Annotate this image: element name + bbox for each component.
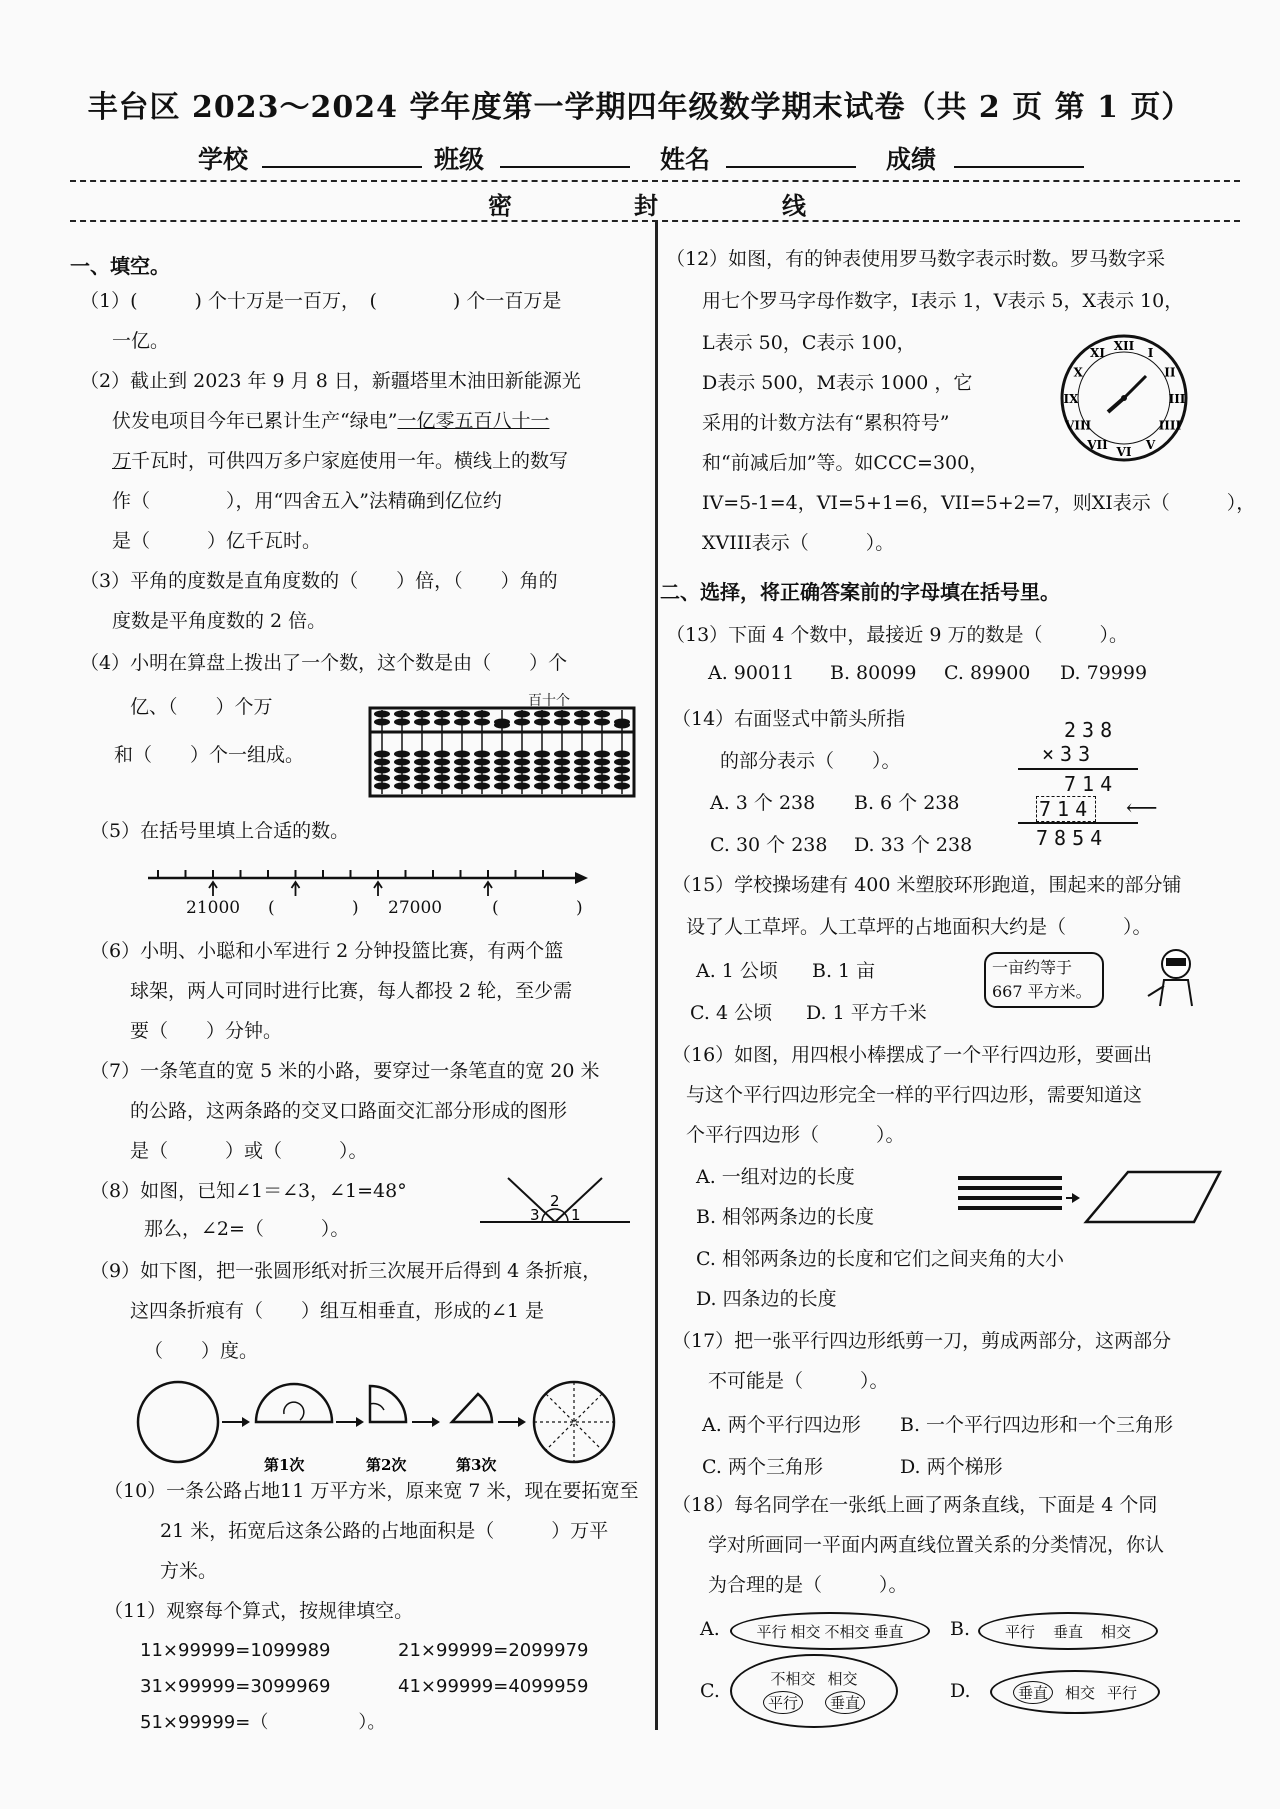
q13-option-a[interactable]: A. 90011	[708, 662, 795, 684]
q4-line3: 和（ ）个一组成。	[114, 744, 305, 766]
clock-numeral: III	[1168, 392, 1186, 406]
fold-label-1: 第1次	[264, 1456, 305, 1474]
abacus-bead	[494, 783, 510, 790]
sticks-parallelogram-figure	[958, 1166, 1228, 1226]
q9-line1: （9）如下图，把一张圆形纸对折三次展开后得到 4 条折痕，	[90, 1260, 602, 1282]
abacus-bead	[494, 767, 510, 774]
abacus-bead	[394, 711, 410, 718]
q18-a-item-1: 平行	[756, 1622, 787, 1641]
q16-option-c[interactable]: C. 相邻两条边的长度和它们之间夹角的大小	[696, 1248, 1064, 1270]
q12-line4: D表示 500，M表示 1000 ，它	[702, 372, 973, 394]
left-arrow-icon: ⟵	[1126, 796, 1158, 821]
name-label: 姓名	[660, 145, 711, 174]
q18-b-item-3: 相交	[1101, 1622, 1132, 1641]
angle-label-2: 2	[550, 1192, 560, 1210]
q18-option-c-letter[interactable]: C.	[700, 1680, 720, 1702]
numberline-label-2: (	[268, 898, 275, 918]
calc-rule-2	[1018, 822, 1138, 824]
abacus-bead	[514, 783, 530, 790]
bubble-line-2: 667 平方米。	[992, 982, 1092, 1001]
abacus-bead	[474, 751, 490, 758]
abacus-bead	[374, 775, 390, 782]
q12-line2: 用七个罗马字母作数字，I表示 1，V表示 5，X表示 10，	[702, 290, 1184, 312]
q17-option-c[interactable]: C. 两个三角形	[702, 1456, 823, 1478]
name-field[interactable]	[726, 142, 856, 168]
abacus-bead	[374, 751, 390, 758]
q18-b-item-2: 垂直	[1052, 1622, 1083, 1641]
up-arrow-icon	[374, 882, 382, 896]
q12-line7: IV=5-1=4，VI=5+1=6，VII=5+2=7，则XI表示（ ），	[702, 492, 1256, 514]
class-label: 班级	[434, 145, 485, 174]
abacus-bead	[514, 719, 530, 726]
q18-c-item-1: 不相交	[770, 1670, 816, 1688]
q1-line1: （1）( ) 个十万是一百万， ( ) 个一百万是	[80, 290, 562, 312]
q18-option-a-oval[interactable]	[730, 1612, 930, 1650]
q2-line5: 是（ ）亿千瓦时。	[112, 530, 322, 552]
q16-option-d[interactable]: D. 四条边的长度	[696, 1288, 837, 1310]
seal-char-3: 线	[782, 191, 806, 220]
abacus-bead	[434, 751, 450, 758]
folding-figure	[130, 1370, 630, 1480]
abacus-bead	[594, 775, 610, 782]
class-field[interactable]	[500, 142, 630, 168]
q2-line1: （2）截止到 2023 年 9 月 8 日，新疆塔里木油田新能源光	[80, 370, 581, 392]
abacus-bead	[414, 783, 430, 790]
abacus-bead	[554, 775, 570, 782]
q18-option-c-oval[interactable]	[730, 1654, 898, 1728]
abacus-bead	[374, 759, 390, 766]
q15-option-a[interactable]: A. 1 公顷	[696, 960, 778, 982]
abacus-bead	[534, 751, 550, 758]
abacus-label: 百十个	[528, 693, 570, 709]
numberline-label-4: 27000	[388, 898, 443, 918]
calc-line-1: 238	[1064, 718, 1119, 742]
abacus-bead	[474, 783, 490, 790]
q2-line2: 伏发电项目今年已累计生产“绿电”一亿零五百八十一	[112, 410, 550, 432]
abacus-bead	[454, 783, 470, 790]
abacus-bead	[494, 719, 510, 726]
abacus-bead	[514, 711, 530, 718]
abacus-bead	[454, 719, 470, 726]
calc-line-5: 7854	[1036, 826, 1109, 850]
clock-numeral: II	[1164, 365, 1176, 380]
q4-line1: （4）小明在算盘上拨出了一个数，这个数是由（ ）个	[80, 652, 568, 674]
abacus-bead	[394, 775, 410, 782]
abacus-bead	[574, 719, 590, 726]
abacus-bead	[414, 775, 430, 782]
abacus-bead	[614, 775, 630, 782]
q13-option-c[interactable]: C. 89900	[944, 662, 1031, 684]
abacus-bead	[514, 759, 530, 766]
abacus-bead	[554, 711, 570, 718]
abacus-bead	[574, 783, 590, 790]
up-arrow-icon	[292, 882, 300, 896]
q18-d-item-1: 垂直	[1013, 1681, 1053, 1704]
abacus-bead	[434, 783, 450, 790]
q18-b-item-1: 平行	[1004, 1622, 1035, 1641]
abacus-bead	[414, 711, 430, 718]
abacus-bead	[554, 719, 570, 726]
q14-line2: 的部分表示（ ）。	[720, 750, 901, 772]
q18-line3: 为合理的是（ ）。	[708, 1574, 908, 1596]
clock-numeral: XI	[1090, 346, 1105, 361]
equation-4: 41×99999=4099959	[398, 1676, 589, 1697]
clock-numeral: V	[1145, 437, 1156, 452]
q17-line1: （17）把一张平行四边形纸剪一刀，剪成两部分，这两部分	[672, 1330, 1172, 1352]
abacus-bead	[594, 751, 610, 758]
numberline-label-1: 21000	[186, 898, 241, 918]
angle-label-1: 1	[571, 1206, 581, 1224]
clock-numeral: VII	[1087, 437, 1108, 452]
clock-numeral: IIII	[1158, 418, 1182, 433]
abacus-bead	[494, 759, 510, 766]
q2-line3: 万千瓦时，可供四万多户家庭使用一年。横线上的数写	[112, 450, 569, 472]
section1-heading: 一、填空。	[70, 254, 170, 278]
abacus-bead	[434, 775, 450, 782]
q16-line2: 与这个平行四边形完全一样的平行四边形，需要知道这	[686, 1084, 1143, 1106]
abacus-bead	[434, 719, 450, 726]
q7-line3: 是（ ）或（ ）。	[130, 1140, 368, 1162]
abacus-bead	[534, 711, 550, 718]
abacus-bead	[594, 711, 610, 718]
abacus-figure	[368, 706, 636, 798]
calc-line-3: 714	[1064, 772, 1119, 796]
q12-line5: 采用的计数方法有“累积符号”	[702, 412, 950, 434]
q18-line1: （18）每名同学在一张纸上画了两条直线，下面是 4 个同	[672, 1494, 1158, 1516]
q4-line2: 亿、（ ）个万	[130, 696, 273, 718]
bubble-line-1: 一亩约等于	[992, 958, 1073, 977]
abacus-bead	[394, 751, 410, 758]
q14-option-c[interactable]: C. 30 个 238	[710, 834, 828, 856]
abacus-bead	[394, 783, 410, 790]
q18-c-item-3: 平行	[763, 1691, 803, 1714]
calc-rule-1	[1018, 768, 1138, 770]
abacus-bead	[594, 783, 610, 790]
q12-line1: （12）如图，有的钟表使用罗马数字表示时数。罗马数字采	[666, 248, 1166, 270]
q15-line1: （15）学校操场建有 400 米塑胶环形跑道，围起来的部分铺	[672, 874, 1182, 896]
abacus-bead	[474, 767, 490, 774]
q2-line4: 作（ ），用“四舍五入”法精确到亿位约	[112, 490, 502, 512]
q10-line2: 21 米，拓宽后这条公路的占地面积是（ ）万平	[160, 1520, 609, 1542]
school-field[interactable]	[262, 142, 422, 168]
abacus-bead	[554, 767, 570, 774]
score-field[interactable]	[954, 142, 1084, 168]
q15-option-d[interactable]: D. 1 平方千米	[806, 1002, 927, 1024]
page-title: 丰台区 2023～2024 学年度第一学期四年级数学期末试卷（共 2 页 第 1 页）	[87, 90, 1193, 125]
abacus-bead	[534, 767, 550, 774]
calc-line-2: ×33	[1042, 742, 1097, 766]
abacus-bead	[494, 751, 510, 758]
abacus-bead	[474, 719, 490, 726]
q3-line1: （3）平角的度数是直角度数的（ ）倍，（ ）角的	[80, 570, 558, 592]
seal-char-1: 密	[488, 191, 512, 220]
roman-clock	[1058, 332, 1190, 464]
abacus-bead	[514, 775, 530, 782]
numberline-label-3: )	[352, 898, 359, 918]
abacus-bead	[474, 711, 490, 718]
abacus-bead	[394, 719, 410, 726]
q18-c-item-2: 相交	[827, 1670, 858, 1688]
q5-text: （5）在括号里填上合适的数。	[90, 820, 350, 842]
q14-line1: （14）右面竖式中箭头所指	[672, 708, 906, 730]
q14-option-b[interactable]: B. 6 个 238	[854, 792, 960, 814]
clock-numeral: IX	[1063, 392, 1079, 406]
q15-line2: 设了人工草坪。人工草坪的占地面积大约是（ ）。	[686, 916, 1152, 938]
seal-char-2: 封	[634, 191, 658, 220]
q6-line1: （6）小明、小聪和小军进行 2 分钟投篮比赛，有两个篮	[90, 940, 564, 962]
q16-line1: （16）如图，用四根小棒摆成了一个平行四边形，要画出	[672, 1044, 1153, 1066]
abacus-bead	[414, 759, 430, 766]
abacus-bead	[594, 719, 610, 726]
clock-numeral: X	[1073, 365, 1083, 380]
abacus-bead	[414, 751, 430, 758]
score-label: 成绩	[886, 145, 937, 174]
abacus-bead	[434, 759, 450, 766]
q18-a-item-4: 垂直	[873, 1622, 904, 1641]
section2-heading: 二、选择，将正确答案前的字母填在括号里。	[660, 580, 1060, 604]
equation-1: 11×99999=1099989	[140, 1640, 331, 1661]
q13-option-d[interactable]: D. 79999	[1060, 662, 1148, 684]
q8-line1: （8）如图，已知∠1＝∠3，∠1=48°	[90, 1180, 407, 1202]
q15-option-b[interactable]: B. 1 亩	[812, 960, 876, 982]
abacus-bead	[394, 767, 410, 774]
clock-numeral: VI	[1116, 445, 1132, 459]
q12-line6: 和“前减后加”等。如CCC=300，	[702, 452, 989, 474]
abacus-bead	[614, 751, 630, 758]
up-arrow-icon	[484, 882, 492, 896]
q18-c-item-4: 垂直	[825, 1691, 865, 1714]
abacus-bead	[454, 775, 470, 782]
q14-option-a[interactable]: A. 3 个 238	[710, 792, 816, 814]
angle-label-3: 3	[530, 1206, 540, 1224]
q18-a-item-2: 相交	[790, 1622, 821, 1641]
q6-line2: 球架，两人可同时进行比赛，每人都投 2 轮，至少需	[130, 980, 573, 1002]
q18-a-item-3: 不相交	[824, 1622, 870, 1641]
abacus-bead	[614, 719, 630, 726]
numberline-label-5: (	[492, 898, 499, 918]
q13-option-b[interactable]: B. 80099	[830, 662, 917, 684]
school-label: 学校	[198, 145, 249, 174]
q10-line1: （10）一条公路占地11 万平方米，原来宽 7 米，现在要拓宽至	[104, 1480, 639, 1502]
q12-line3: L表示 50，C表示 100，	[702, 332, 916, 354]
seal-line-top	[70, 180, 1240, 182]
abacus-bead	[574, 711, 590, 718]
q3-line2: 度数是平角度数的 2 倍。	[112, 610, 327, 632]
q10-line3: 方米。	[160, 1560, 218, 1582]
abacus-bead	[554, 751, 570, 758]
abacus-bead	[554, 759, 570, 766]
abacus-bead	[394, 759, 410, 766]
q18-d-item-2: 相交	[1064, 1683, 1095, 1702]
q14-option-d[interactable]: D. 33 个 238	[854, 834, 973, 856]
angle-figure	[480, 1170, 630, 1230]
q18-option-b-letter[interactable]: B.	[950, 1618, 971, 1640]
q17-line2: 不可能是（ ）。	[708, 1370, 889, 1392]
abacus-bead	[534, 783, 550, 790]
speech-bubble	[984, 952, 1104, 1008]
q12-line8: XVIII表示（ ）。	[702, 532, 895, 554]
abacus-bead	[414, 767, 430, 774]
q18-option-d-oval[interactable]	[990, 1670, 1160, 1714]
q18-d-item-3: 平行	[1107, 1683, 1138, 1702]
abacus-bead	[494, 775, 510, 782]
q6-line3: 要（ ）分钟。	[130, 1020, 283, 1042]
abacus-bead	[534, 719, 550, 726]
q18-option-b-oval[interactable]	[978, 1612, 1158, 1650]
abacus-bead	[554, 783, 570, 790]
abacus-bead	[474, 759, 490, 766]
q16-line3: 个平行四边形（ ）。	[686, 1124, 905, 1146]
q18-line2: 学对所画同一平面内两直线位置关系的分类情况，你认	[708, 1534, 1165, 1556]
abacus-bead	[534, 775, 550, 782]
abacus-bead	[614, 759, 630, 766]
clock-numeral: XII	[1113, 339, 1135, 353]
calc-line-4-boxed: 714	[1036, 796, 1096, 822]
abacus-bead	[574, 751, 590, 758]
q15-option-c[interactable]: C. 4 公顷	[690, 1002, 773, 1024]
fold-label-2: 第2次	[366, 1456, 407, 1474]
abacus-bead	[574, 775, 590, 782]
column-divider	[655, 220, 658, 1730]
q16-option-b[interactable]: B. 相邻两条边的长度	[696, 1206, 875, 1228]
q18-option-a-letter[interactable]: A.	[700, 1618, 720, 1640]
q9-line2: 这四条折痕有（ ）组互相垂直，形成的∠1 是	[130, 1300, 545, 1322]
abacus-bead	[374, 767, 390, 774]
abacus-bead	[594, 767, 610, 774]
abacus-bead	[454, 751, 470, 758]
q8-line2: 那么，∠2=（ ）。	[144, 1218, 350, 1240]
q18-option-d-letter[interactable]: D.	[950, 1680, 971, 1702]
q13-text: （13）下面 4 个数中，最接近 9 万的数是（ ）。	[666, 624, 1129, 646]
abacus-bead	[514, 767, 530, 774]
q1-line2: 一亿。	[112, 330, 170, 352]
abacus-bead	[574, 767, 590, 774]
abacus-bead	[614, 783, 630, 790]
equation-2: 21×99999=2099979	[398, 1640, 589, 1661]
q17-option-a[interactable]: A. 两个平行四边形	[702, 1414, 861, 1436]
abacus-bead	[454, 767, 470, 774]
abacus-bead	[374, 719, 390, 726]
q16-option-a[interactable]: A. 一组对边的长度	[696, 1166, 855, 1188]
equation-5: 51×99999=（ ）。	[140, 1712, 386, 1733]
abacus-bead	[454, 759, 470, 766]
abacus-bead	[434, 711, 450, 718]
abacus-bead	[374, 783, 390, 790]
q17-option-d[interactable]: D. 两个梯形	[900, 1456, 1003, 1478]
robot-icon	[1142, 946, 1202, 1008]
clock-numeral: VIII	[1065, 418, 1092, 433]
abacus-bead	[614, 767, 630, 774]
q2-underlined-number: 一亿零五百八十一	[397, 410, 550, 432]
abacus-bead	[414, 719, 430, 726]
abacus-bead	[594, 759, 610, 766]
up-arrow-icon	[209, 882, 217, 896]
equation-3: 31×99999=3099969	[140, 1676, 331, 1697]
abacus-bead	[574, 759, 590, 766]
q9-line3: （ ）度。	[144, 1340, 259, 1362]
abacus-bead	[454, 711, 470, 718]
q11-text: （11）观察每个算式，按规律填空。	[104, 1600, 414, 1622]
abacus-bead	[514, 751, 530, 758]
q17-option-b[interactable]: B. 一个平行四边形和一个三角形	[900, 1414, 1174, 1436]
abacus-bead	[374, 711, 390, 718]
abacus-bead	[474, 775, 490, 782]
abacus-bead	[434, 767, 450, 774]
q7-line2: 的公路，这两条路的交叉口路面交汇部分形成的图形	[130, 1100, 568, 1122]
numberline-label-6: )	[576, 898, 583, 918]
clock-numeral: I	[1147, 346, 1154, 361]
fold-label-3: 第3次	[456, 1456, 497, 1474]
abacus-bead	[534, 759, 550, 766]
q7-line1: （7）一条笔直的宽 5 米的小路，要穿过一条笔直的宽 20 米	[90, 1060, 600, 1082]
